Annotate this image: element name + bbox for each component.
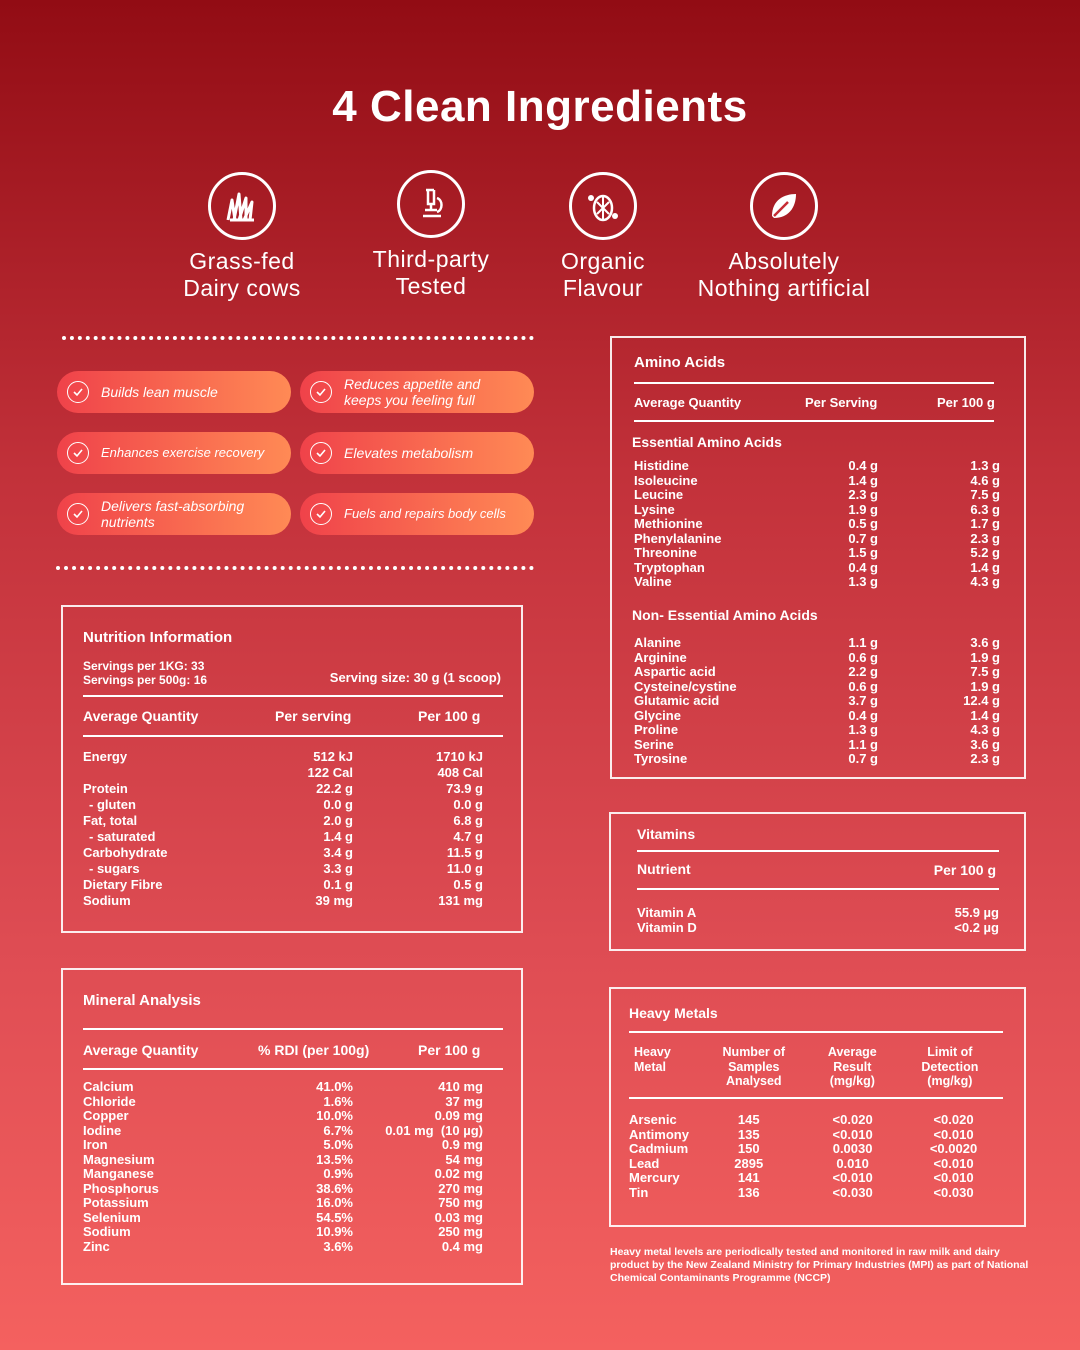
benefit-pill [57, 432, 291, 474]
table-row [629, 1142, 1003, 1157]
table-row [83, 893, 483, 909]
divider [634, 382, 994, 384]
table-row [634, 503, 1000, 518]
row-label: Lead [629, 1155, 660, 1171]
row-value: 0.0030 [832, 1141, 873, 1156]
row-value: 0.9 mg [441, 1137, 483, 1152]
benefit-pill [57, 493, 291, 535]
row-value: 0.0 g [453, 797, 483, 812]
row-value: 7.5 g [970, 487, 1000, 502]
feature-label: Organic Flavour [560, 248, 646, 301]
row-value: 2895 [734, 1155, 764, 1171]
heavy-metals-panel [609, 987, 1026, 1227]
row-value: <0.010 [832, 1126, 873, 1142]
check-icon [310, 381, 332, 403]
row-label: Calcium [83, 1079, 134, 1094]
table-row [83, 1138, 483, 1153]
row-value: 1.5 g [848, 545, 878, 560]
row-value: 1.9 g [970, 678, 1000, 694]
table-row [83, 877, 483, 893]
row-value: 1.1 g [848, 736, 878, 752]
table-row [83, 797, 483, 813]
row-value: 3.4 g [323, 845, 353, 860]
table-row [629, 1128, 1003, 1143]
row-value: <0.020 [832, 1112, 873, 1127]
col-header-per-100g: Per 100 g [933, 862, 996, 878]
col-header-per-serving: Per Serving [805, 395, 878, 410]
table-row [634, 651, 1000, 666]
row-value: <0.010 [933, 1170, 974, 1185]
row-label: Antimony [629, 1126, 689, 1142]
row-value: 270 mg [438, 1180, 483, 1196]
check-icon [67, 381, 89, 403]
feature-third-party [331, 170, 531, 300]
table-row [634, 561, 1000, 576]
table-row [83, 845, 483, 861]
row-value: 0.7 g [848, 751, 878, 766]
col-header-average: Average Result (mg/kg) [827, 1045, 877, 1088]
row-value: 512 kJ [313, 749, 353, 764]
row-value: 1.1 g [848, 635, 878, 650]
row-value: 1.6% [323, 1093, 353, 1109]
row-value: 1.7 g [970, 516, 1000, 531]
row-value: 1.9 g [848, 501, 878, 517]
check-icon [310, 442, 332, 464]
row-value: 4.3 g [970, 722, 1000, 737]
row-value: 1.4 g [970, 559, 1000, 575]
row-value: 4.3 g [970, 574, 1000, 589]
row-value: 135 [737, 1126, 760, 1142]
row-value: 0.09 mg [434, 1108, 483, 1123]
row-label: Tyrosine [634, 751, 688, 766]
row-value: 6.3 g [970, 501, 1000, 517]
row-label: Vitamin A [637, 905, 697, 920]
row-label: Threonine [634, 545, 697, 560]
table-row [83, 765, 483, 781]
col-header-per-100g: Per 100 g [937, 395, 995, 410]
row-label: Arginine [634, 649, 687, 665]
table-row [634, 709, 1000, 724]
table-row [83, 1182, 483, 1197]
row-value: 0.4 g [848, 559, 878, 575]
table-row [83, 861, 483, 877]
feature-label: Absolutely Nothing artificial [697, 248, 871, 301]
table-row [83, 1240, 483, 1255]
divider [83, 735, 503, 737]
amino-panel [610, 336, 1026, 779]
row-label: Valine [634, 574, 672, 589]
row-label: Lysine [634, 501, 675, 517]
row-label: Isoleucine [634, 472, 698, 488]
row-label: Selenium [83, 1209, 141, 1225]
row-label: Glycine [634, 707, 681, 723]
row-value: 145 [737, 1112, 760, 1127]
footnote: Heavy metal levels are periodically tested and monitored in raw milk and dairy product by the New Zealand Ministry for Primary Industries (MPI) as part of National Chemical Contaminants Programme (NCCP) [610, 1246, 1029, 1284]
table-row [634, 546, 1000, 561]
row-label: Histidine [634, 458, 689, 473]
table-row [634, 517, 1000, 532]
table-row [637, 921, 999, 936]
row-label: - gluten [89, 797, 136, 812]
row-value: 0.6 g [848, 678, 878, 694]
feature-label: Grass-fed Dairy cows [183, 248, 301, 301]
row-value: 6.8 g [453, 813, 483, 828]
col-header-per-serving: Per serving [275, 708, 352, 724]
row-label: - sugars [89, 861, 140, 876]
row-value: <0.010 [832, 1170, 873, 1185]
row-value: <0.030 [832, 1184, 873, 1200]
divider [629, 1097, 1003, 1099]
row-value: 2.0 g [323, 813, 353, 828]
col-header-samples: Number of Samples Analysed [722, 1045, 786, 1088]
row-label: Tryptophan [634, 559, 705, 575]
servings-1kg: Servings per 1KG: 33 [83, 659, 205, 673]
row-label: Mercury [629, 1170, 680, 1185]
table-row [83, 1153, 483, 1168]
row-label: Glutamic acid [634, 693, 720, 708]
divider [83, 695, 503, 697]
row-label: Sodium [83, 893, 131, 908]
table-row [634, 752, 1000, 767]
row-value: 5.0% [323, 1137, 353, 1152]
row-label: Phosphorus [83, 1180, 159, 1196]
table-row [629, 1113, 1003, 1128]
row-value: 16.0% [316, 1195, 353, 1210]
row-value: <0.010 [933, 1126, 974, 1142]
mineral-panel [61, 968, 523, 1285]
row-value: <0.0020 [929, 1141, 978, 1156]
col-header-rdi: % RDI (per 100g) [258, 1042, 370, 1058]
row-label: Carbohydrate [83, 845, 168, 860]
row-value: 7.5 g [970, 664, 1000, 679]
row-value: 54 mg [445, 1151, 483, 1167]
serving-size: Serving size: 30 g (1 scoop) [329, 670, 501, 685]
row-value: 3.6 g [970, 736, 1000, 752]
table-row [83, 749, 483, 765]
row-label: Dietary Fibre [83, 877, 163, 892]
table-row [634, 575, 1000, 590]
row-value: 410 mg [438, 1079, 483, 1094]
row-value: 0.1 g [323, 877, 353, 892]
row-label: Iodine [83, 1122, 122, 1138]
row-value: 0.02 mg [434, 1166, 483, 1181]
row-value: 0.4 g [848, 707, 878, 723]
table-row [634, 488, 1000, 503]
row-value: 3.7 g [848, 693, 878, 708]
divider [629, 1031, 1003, 1033]
table-row [83, 829, 483, 845]
grass-icon [208, 172, 276, 240]
col-header-quantity: Average Quantity [83, 1042, 199, 1058]
table-row [634, 636, 1000, 651]
row-value: 141 [737, 1170, 760, 1185]
heavy-metals-headers [629, 1045, 1003, 1089]
row-value: 1.3 g [848, 574, 878, 589]
col-header-metal: Heavy Metal [634, 1045, 671, 1074]
row-value: 3.6% [323, 1238, 353, 1254]
table-row [83, 1211, 483, 1226]
row-value: 0.03 mg [434, 1209, 483, 1225]
row-value: 0.7 g [848, 530, 878, 546]
table-row [637, 906, 999, 921]
table-row [634, 723, 1000, 738]
row-value: 250 mg [438, 1224, 483, 1239]
row-label: Protein [83, 781, 128, 796]
dotted-divider [62, 336, 534, 340]
benefit-text: Reduces appetite and keeps you feeling full [344, 376, 481, 408]
row-label: Serine [634, 736, 674, 752]
table-row [634, 694, 1000, 709]
row-label: Energy [83, 749, 128, 764]
row-value: 3.6 g [970, 635, 1000, 650]
row-value: 73.9 g [446, 781, 483, 796]
row-value: 22.2 g [316, 781, 353, 796]
row-label: Zinc [83, 1238, 110, 1254]
row-value: 136 [737, 1184, 760, 1200]
row-label: Potassium [83, 1195, 149, 1210]
check-icon [67, 442, 89, 464]
benefit-text: Fuels and repairs body cells [344, 506, 506, 521]
nutrition-title: Nutrition Information [83, 629, 233, 646]
heavy-metals-title: Heavy Metals [629, 1005, 718, 1021]
row-value: 6.7% [323, 1122, 353, 1138]
nutrition-table [83, 749, 483, 909]
mineral-table [83, 1080, 483, 1254]
row-label: Magnesium [83, 1151, 155, 1167]
row-value: 0.5 g [848, 516, 878, 531]
table-row [634, 459, 1000, 474]
row-value: 4.7 g [453, 829, 483, 844]
row-value: 10.0% [316, 1108, 353, 1123]
col-header-nutrient: Nutrient [637, 861, 691, 877]
row-label: Cysteine/cystine [634, 678, 737, 694]
table-row [629, 1171, 1003, 1186]
feature-label: Third-party Tested [372, 246, 490, 299]
row-value: 0.010 [836, 1155, 869, 1171]
table-row [83, 781, 483, 797]
col-header-per-100g: Per 100 g [418, 708, 481, 724]
row-label: Sodium [83, 1224, 131, 1239]
row-value: 131 mg [438, 893, 483, 908]
row-label: Leucine [634, 487, 684, 502]
row-value: 150 [737, 1141, 760, 1156]
feature-nothing-artificial [684, 172, 884, 302]
row-value: 0.5 g [453, 877, 483, 892]
check-icon [67, 503, 89, 525]
benefit-text: Elevates metabolism [344, 445, 474, 461]
row-value: 750 mg [438, 1195, 483, 1210]
row-label: Cadmium [629, 1141, 689, 1156]
divider [637, 850, 999, 852]
table-row [629, 1186, 1003, 1201]
nonessential-title: Non- Essential Amino Acids [632, 607, 818, 623]
table-row [83, 1167, 483, 1182]
table-row [83, 1095, 483, 1110]
col-header-quantity: Average Quantity [83, 708, 199, 724]
row-label: Fat, total [83, 813, 138, 828]
servings-500g: Servings per 500g: 16 [83, 673, 208, 687]
row-value: 122 Cal [307, 765, 353, 780]
leaf-icon [750, 172, 818, 240]
nonessential-table [634, 636, 1000, 767]
row-value: <0.020 [933, 1112, 974, 1127]
row-value: 3.3 g [323, 861, 353, 876]
table-row [83, 1080, 483, 1095]
row-value: 0.0 g [323, 797, 353, 812]
row-label: Vitamin D [637, 919, 697, 935]
row-value: 38.6% [316, 1180, 353, 1196]
table-row [83, 813, 483, 829]
row-value: 0.4 g [848, 458, 878, 473]
table-row [634, 665, 1000, 680]
table-row [83, 1196, 483, 1211]
table-row [629, 1157, 1003, 1172]
row-value: 41.0% [316, 1079, 353, 1094]
row-value: 54.5% [316, 1209, 353, 1225]
row-label: Manganese [83, 1166, 154, 1181]
col-header-limit: Limit of Detection (mg/kg) [921, 1045, 979, 1088]
row-value: 0.4 mg [441, 1238, 483, 1254]
row-value: <0.010 [933, 1155, 974, 1171]
row-value: 11.5 g [446, 845, 483, 860]
row-label [83, 765, 273, 781]
row-value: 1.3 g [848, 722, 878, 737]
row-value: <0.030 [933, 1184, 974, 1200]
row-value: 55.9 µg [954, 905, 999, 920]
divider [83, 1028, 503, 1030]
row-value: 12.4 g [963, 693, 1000, 708]
row-value: 10.9% [316, 1224, 353, 1239]
benefit-text: Builds lean muscle [101, 384, 218, 400]
table-row [83, 1225, 483, 1240]
table-row [634, 680, 1000, 695]
row-value: 1.9 g [970, 649, 1000, 665]
row-label: Copper [83, 1108, 129, 1123]
essential-table [634, 459, 1000, 590]
benefit-pill [300, 432, 534, 474]
table-row [634, 474, 1000, 489]
row-value: 39 mg [315, 893, 353, 908]
row-label: Methionine [634, 516, 703, 531]
nutrition-panel [61, 605, 523, 933]
col-header-quantity: Average Quantity [634, 395, 742, 410]
benefit-pill [300, 493, 534, 535]
row-label: Alanine [634, 635, 681, 650]
row-value: 5.2 g [970, 545, 1000, 560]
benefit-text: Enhances exercise recovery [101, 445, 265, 460]
row-value: 0.01 mg (10 µg) [385, 1122, 483, 1138]
benefit-pill [57, 371, 291, 413]
row-label: Phenylalanine [634, 530, 722, 546]
feature-organic-flavour [503, 172, 703, 302]
table-row [83, 1109, 483, 1124]
benefit-pill [300, 371, 534, 413]
row-value: 2.3 g [970, 751, 1000, 766]
row-value: 1.4 g [323, 829, 353, 844]
vitamins-table [637, 906, 999, 935]
row-value: 2.3 g [970, 530, 1000, 546]
row-value: <0.2 µg [954, 919, 999, 935]
heavy-metals-table [629, 1113, 1003, 1200]
vitamins-panel [609, 812, 1026, 951]
feature-grass-fed [142, 172, 342, 302]
page-title: 4 Clean Ingredients [332, 82, 748, 131]
row-label: Chloride [83, 1093, 136, 1109]
check-icon [310, 503, 332, 525]
row-value: 11.0 g [446, 861, 483, 876]
table-row [634, 532, 1000, 547]
row-label: Aspartic acid [634, 664, 716, 679]
row-value: 2.2 g [848, 664, 878, 679]
row-value: 0.6 g [848, 649, 878, 665]
row-value: 37 mg [445, 1093, 483, 1109]
row-value: 4.6 g [970, 472, 1000, 488]
vitamins-title: Vitamins [637, 826, 696, 842]
divider [637, 888, 999, 890]
cacao-icon [569, 172, 637, 240]
row-label: Proline [634, 722, 679, 737]
table-row [634, 738, 1000, 753]
divider [634, 420, 994, 422]
divider [83, 1068, 503, 1070]
row-value: 1.4 g [970, 707, 1000, 723]
row-value: 408 Cal [437, 765, 483, 780]
row-label: - saturated [89, 829, 156, 844]
mineral-title: Mineral Analysis [83, 992, 201, 1009]
row-value: 2.3 g [848, 487, 878, 502]
row-label: Tin [629, 1184, 649, 1200]
row-value: 0.9% [323, 1166, 353, 1181]
microscope-icon [397, 170, 465, 238]
col-header-per-100g: Per 100 g [418, 1042, 481, 1058]
essential-title: Essential Amino Acids [632, 434, 782, 450]
dotted-divider [56, 566, 534, 570]
row-value: 13.5% [316, 1151, 353, 1167]
amino-title: Amino Acids [634, 354, 726, 371]
benefit-text: Delivers fast-absorbing nutrients [101, 498, 245, 530]
row-value: 1.4 g [848, 472, 878, 488]
row-value: 1710 kJ [436, 749, 483, 764]
row-label: Iron [83, 1137, 108, 1152]
row-value: 1.3 g [970, 458, 1000, 473]
row-label: Arsenic [629, 1112, 677, 1127]
table-row [83, 1124, 483, 1139]
